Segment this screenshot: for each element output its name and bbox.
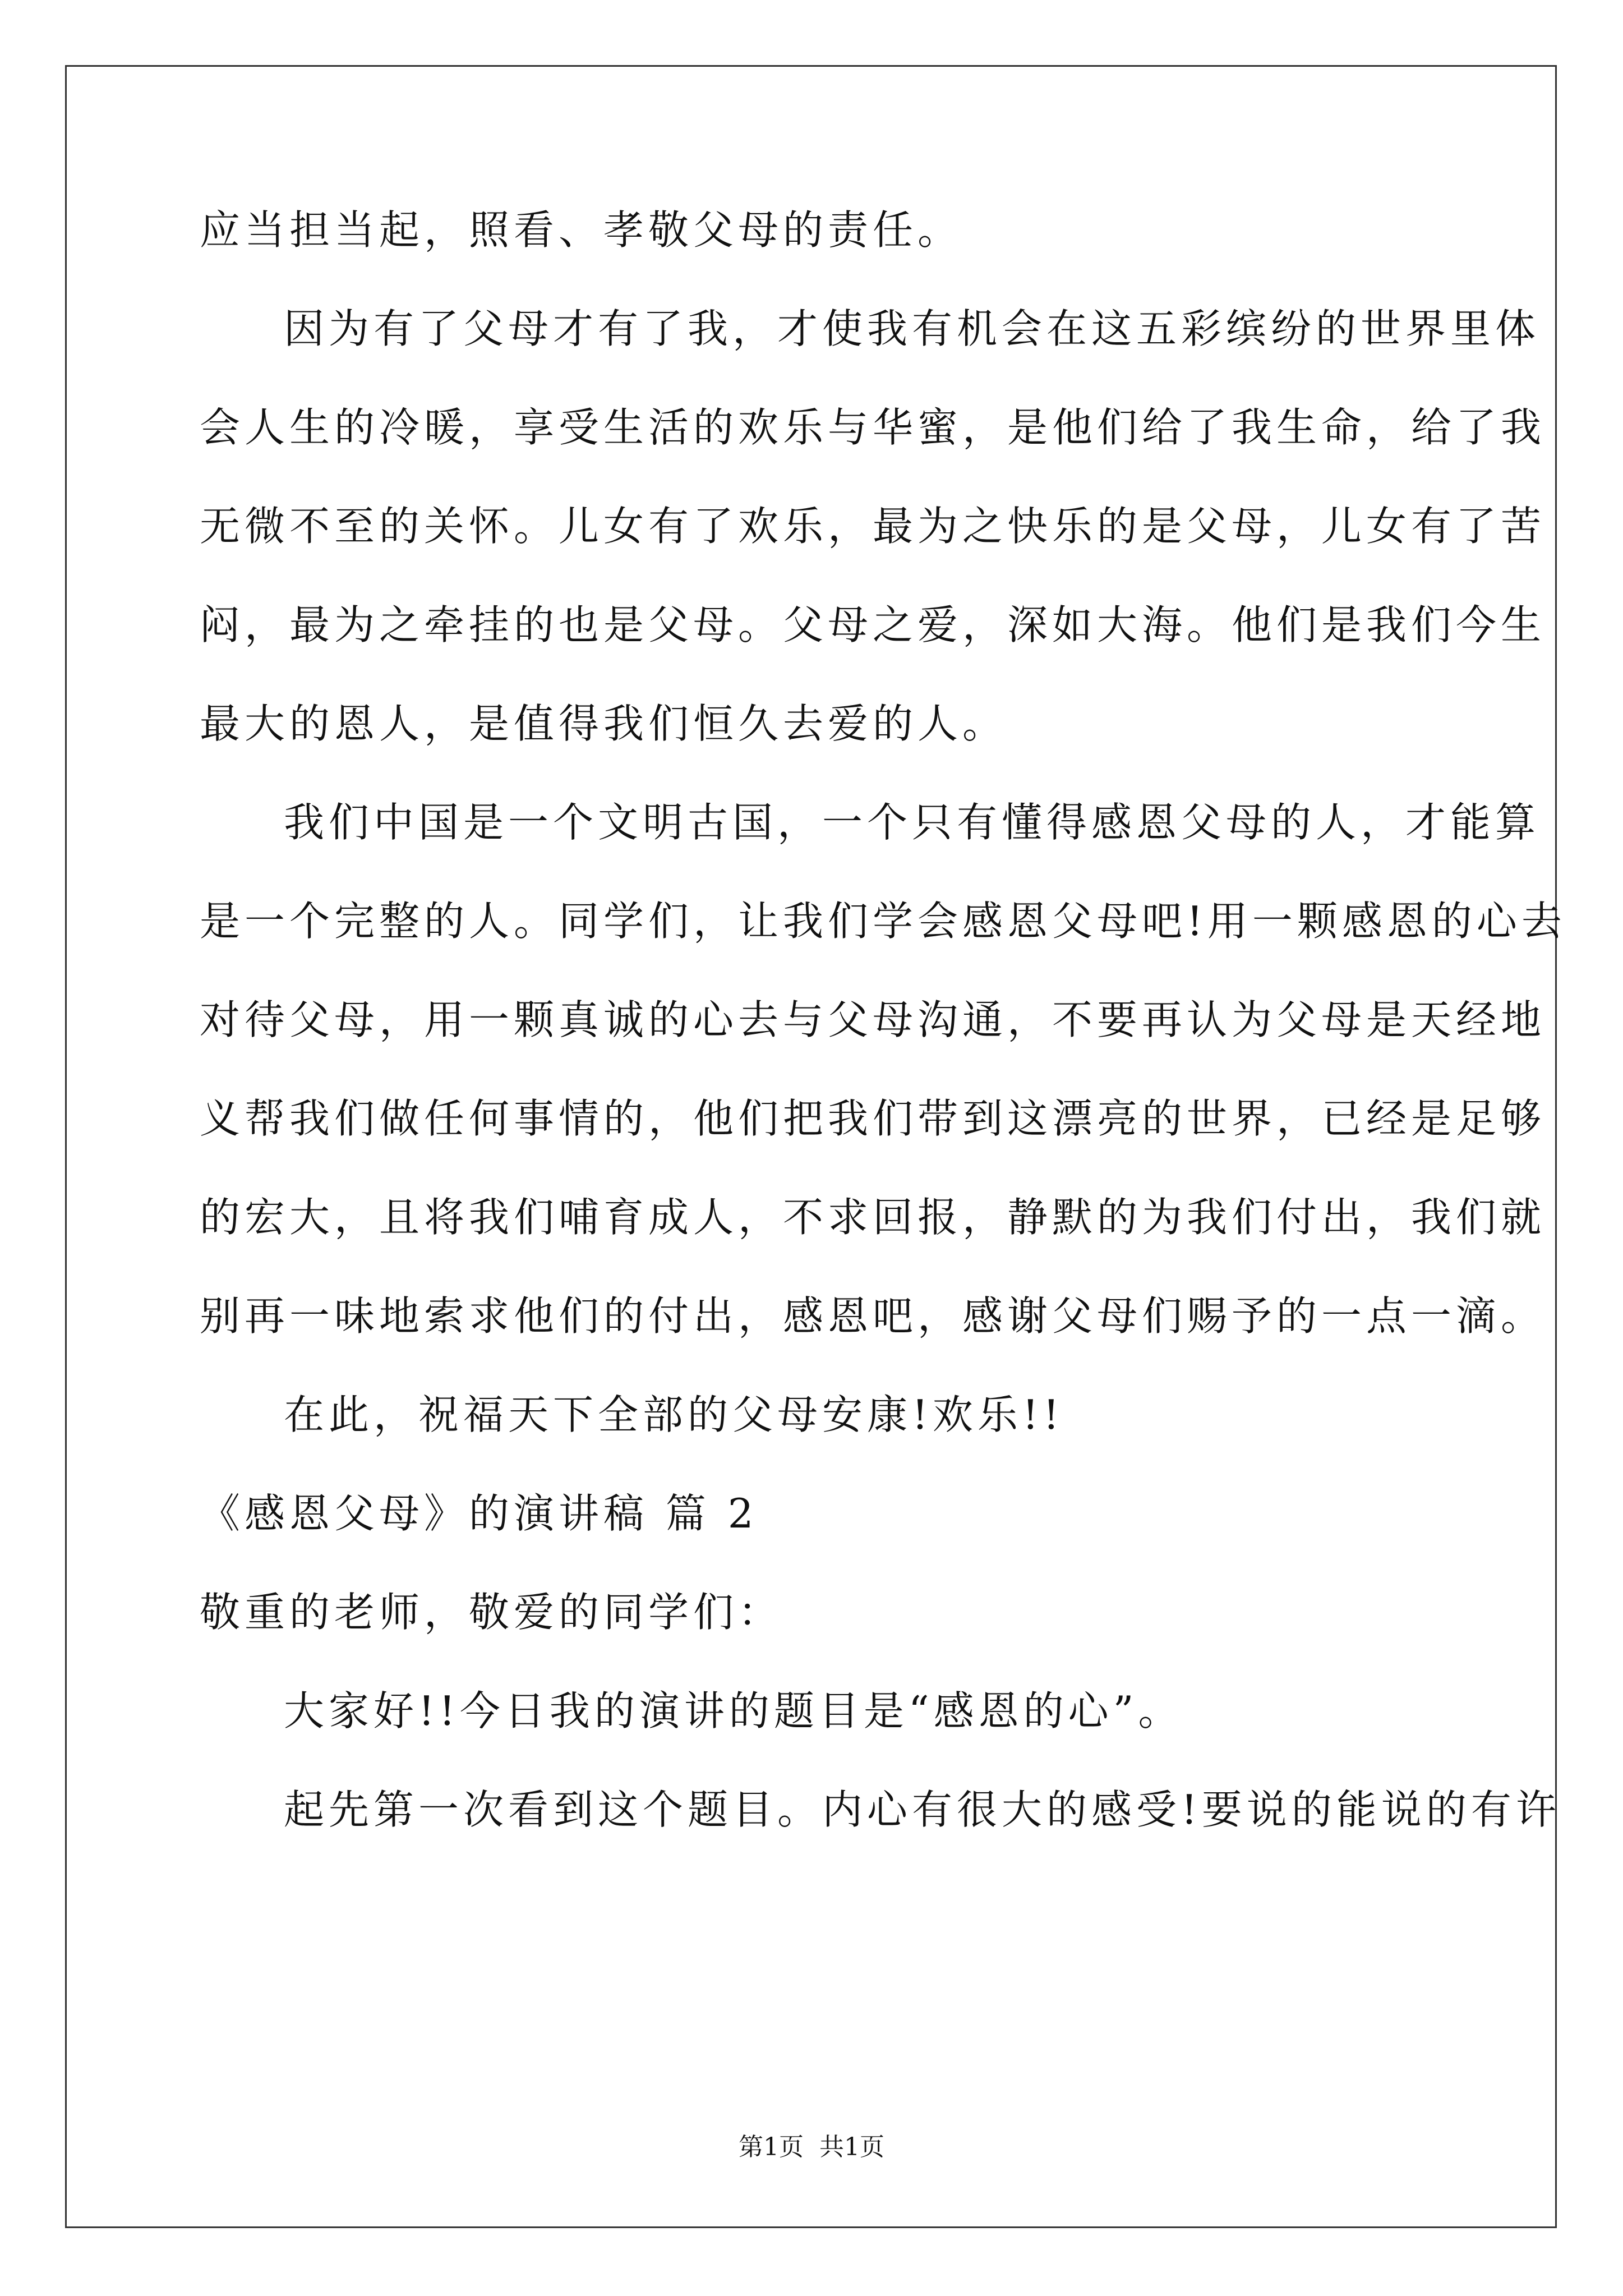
section-heading: 《感恩父母》的演讲稿 篇 2 (200, 1490, 758, 1537)
text-line: 闷，最为之牵挂的也是父母。父母之爱，深如大海。他们是我们今生 (200, 601, 1546, 648)
text-line: 最大的恩人，是值得我们恒久去爱的人。 (200, 700, 1008, 747)
page-total: 共1页 (819, 2133, 884, 2161)
text-line: 别再一味地索求他们的付出，感恩吧，感谢父母们赐予的一点一滴。 (200, 1292, 1546, 1340)
paragraph-start: 因为有了父母才有了我，才使我有机会在这五彩缤纷的世界里体 (284, 305, 1541, 352)
page-border (65, 65, 1557, 2228)
page-number: 第1页 (739, 2133, 804, 2161)
paragraph-start: 我们中国是一个文明古国，一个只有懂得感恩父母的人，才能算 (284, 799, 1541, 846)
text-line: 应当担当起，照看、孝敬父母的责任。 (200, 206, 963, 254)
paragraph-start: 在此，祝福天下全部的父母安康!欢乐!! (284, 1391, 1064, 1438)
salutation: 敬重的老师，敬爱的同学们： (200, 1589, 783, 1636)
text-line: 义帮我们做任何事情的，他们把我们带到这漂亮的世界，已经是足够 (200, 1095, 1546, 1142)
text-line: 的宏大，且将我们哺育成人，不求回报，静默的为我们付出，我们就 (200, 1194, 1546, 1241)
text-line: 无微不至的关怀。儿女有了欢乐，最为之快乐的是父母，儿女有了苦 (200, 503, 1546, 550)
paragraph-start: 大家好!!今日我的演讲的题目是“感恩的心”。 (284, 1687, 1183, 1734)
paragraph-start: 起先第一次看到这个题目。内心有很大的感受!要说的能说的有许 (284, 1786, 1561, 1833)
text-line: 会人生的冷暖，享受生活的欢乐与华蜜，是他们给了我生命，给了我 (200, 404, 1546, 451)
text-line: 对待父母，用一颗真诚的心去与父母沟通，不要再认为父母是天经地 (200, 996, 1546, 1043)
page-footer (0, 2131, 1623, 2164)
text-line: 是一个完整的人。同学们，让我们学会感恩父母吧!用一颗感恩的心去 (200, 898, 1566, 945)
